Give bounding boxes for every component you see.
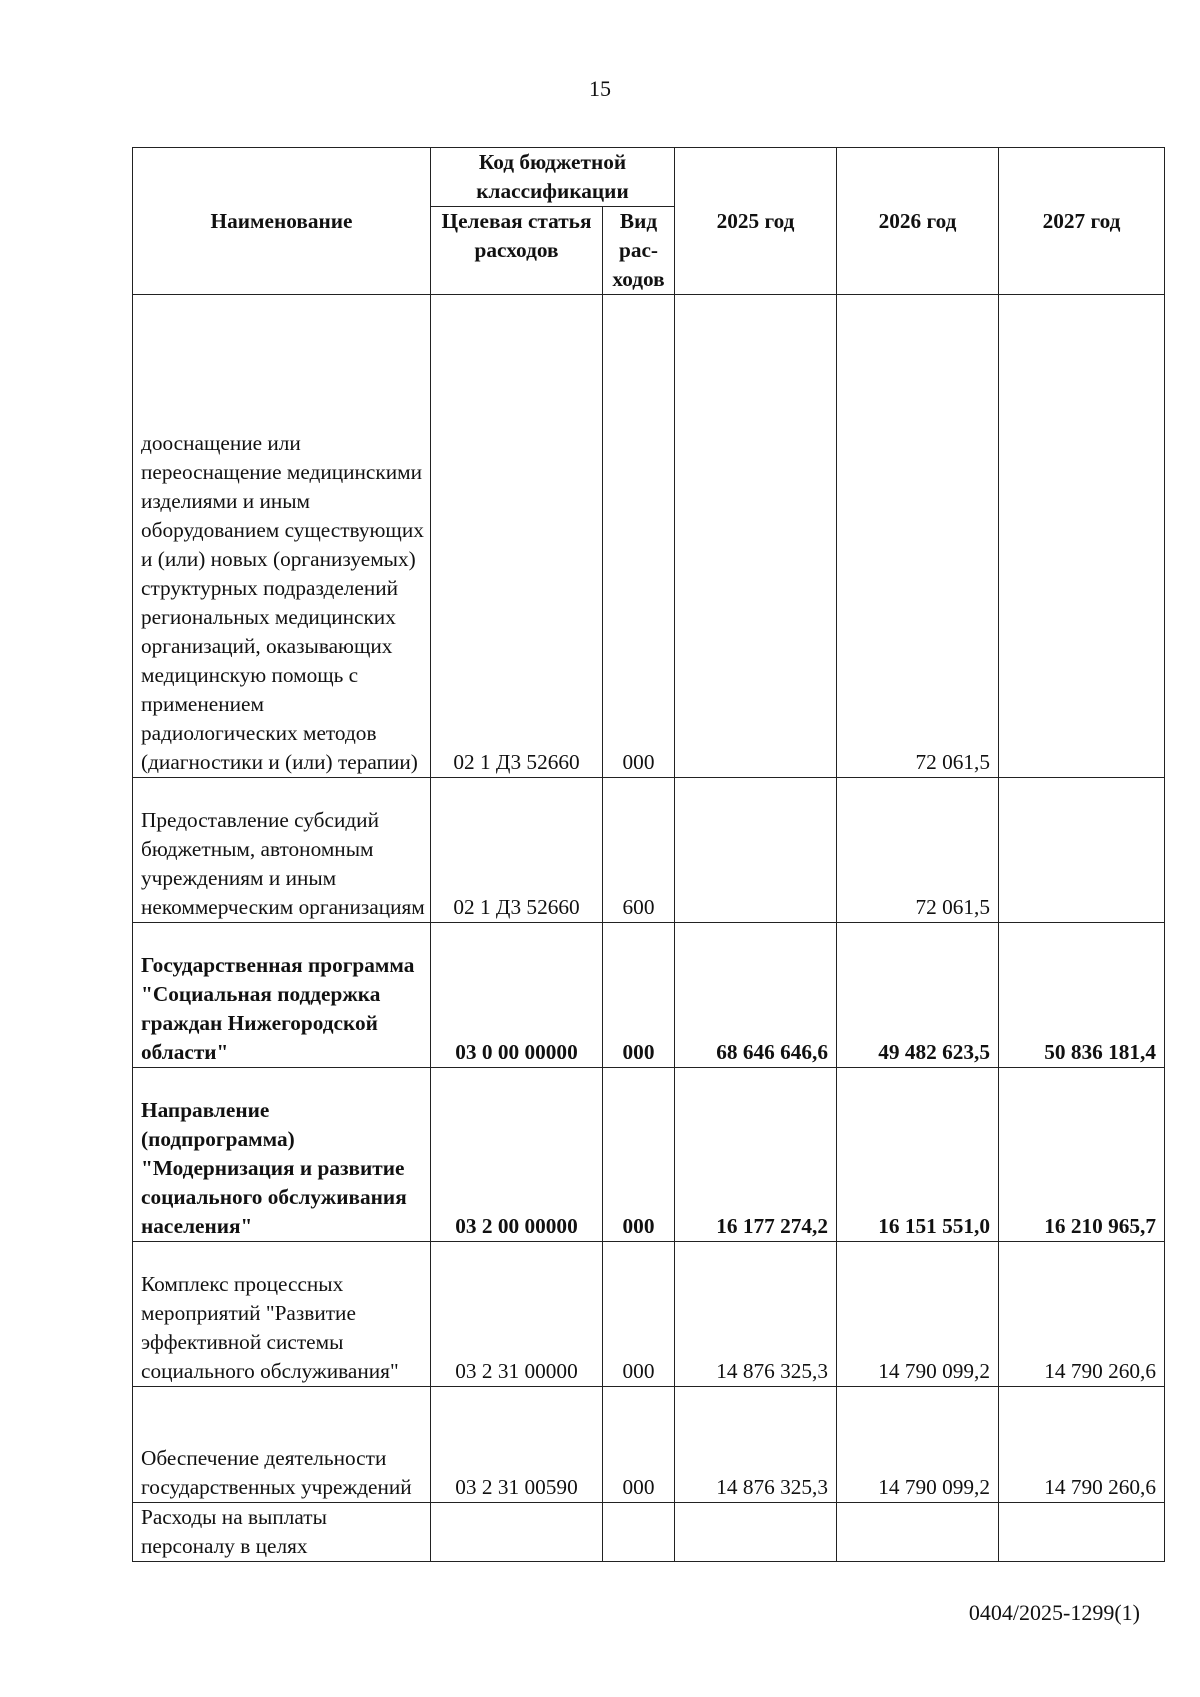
row-name: Обеспечение деятельности государственных учреждений (133, 1387, 431, 1503)
row-name: Предоставление субсидий бюджетным, автономным учреждениям и иным некоммерческим организациям (133, 778, 431, 923)
row-target-article: 02 1 Д3 52660 (431, 778, 603, 923)
table-row (133, 1387, 1165, 1503)
row-expense-kind: 000 (603, 923, 675, 1068)
row-2026: 72 061,5 (837, 778, 999, 923)
row-name: Государственная программа "Социальная поддержка граждан Нижегородской области" (133, 923, 431, 1068)
row-2025 (675, 295, 837, 778)
header-2027: 2027 год (999, 148, 1165, 295)
row-target-article: 03 2 31 00000 (431, 1242, 603, 1387)
row-name: Комплекс процессных мероприятий "Развитие эффективной системы социального обслуживания" (133, 1242, 431, 1387)
header-target-article: Целевая статья расходов (431, 207, 603, 295)
row-2027: 50 836 181,4 (999, 923, 1165, 1068)
row-2027 (999, 1503, 1165, 1562)
row-expense-kind: 000 (603, 1242, 675, 1387)
row-2027: 16 210 965,7 (999, 1068, 1165, 1242)
row-2026: 14 790 099,2 (837, 1387, 999, 1503)
row-name: дооснащение или переоснащение медицинскими изделиями и иным оборудованием существующих и (или) новых (организуемых) структурных подразделений региональных медицинских организаций, оказывающих медицинскую помощь с применением радиологических методов (диагностики и (или) терапии) (133, 295, 431, 778)
row-expense-kind: 000 (603, 1387, 675, 1503)
row-target-article (431, 1503, 603, 1562)
row-expense-kind: 000 (603, 295, 675, 778)
table-row (133, 778, 1165, 923)
row-2025: 68 646 646,6 (675, 923, 837, 1068)
row-2026: 14 790 099,2 (837, 1242, 999, 1387)
header-budget-code: Код бюджетной классификации (431, 148, 675, 207)
row-target-article: 03 0 00 00000 (431, 923, 603, 1068)
row-2026 (837, 1503, 999, 1562)
row-2025: 14 876 325,3 (675, 1242, 837, 1387)
row-2026: 49 482 623,5 (837, 923, 999, 1068)
row-2027: 14 790 260,6 (999, 1242, 1165, 1387)
table-row (133, 1503, 1165, 1562)
row-target-article: 03 2 31 00590 (431, 1387, 603, 1503)
row-name: Расходы на выплаты персоналу в целях (133, 1503, 431, 1562)
row-expense-kind: 600 (603, 778, 675, 923)
row-2025 (675, 1503, 837, 1562)
table-row (133, 923, 1165, 1068)
row-expense-kind: 000 (603, 1068, 675, 1242)
row-expense-kind (603, 1503, 675, 1562)
row-name: Направление (подпрограмма) "Модернизация и развитие социального обслуживания населения" (133, 1068, 431, 1242)
row-target-article: 03 2 00 00000 (431, 1068, 603, 1242)
table-row (133, 1242, 1165, 1387)
table-row (133, 1068, 1165, 1242)
header-name: Наименование (133, 148, 431, 295)
row-2025 (675, 778, 837, 923)
row-2025: 14 876 325,3 (675, 1387, 837, 1503)
page-number: 15 (589, 76, 611, 101)
table-row (133, 295, 1165, 778)
header-2025: 2025 год (675, 148, 837, 295)
row-target-article: 02 1 Д3 52660 (431, 295, 603, 778)
row-2027 (999, 295, 1165, 778)
row-2026: 16 151 551,0 (837, 1068, 999, 1242)
header-expense-kind: Вид рас-ходов (603, 207, 675, 295)
header-2026: 2026 год (837, 148, 999, 295)
budget-table (132, 147, 1165, 1562)
row-2025: 16 177 274,2 (675, 1068, 837, 1242)
row-2027 (999, 778, 1165, 923)
row-2026: 72 061,5 (837, 295, 999, 778)
document-number: 0404/2025-1299(1) (968, 1600, 1140, 1625)
row-2027: 14 790 260,6 (999, 1387, 1165, 1503)
